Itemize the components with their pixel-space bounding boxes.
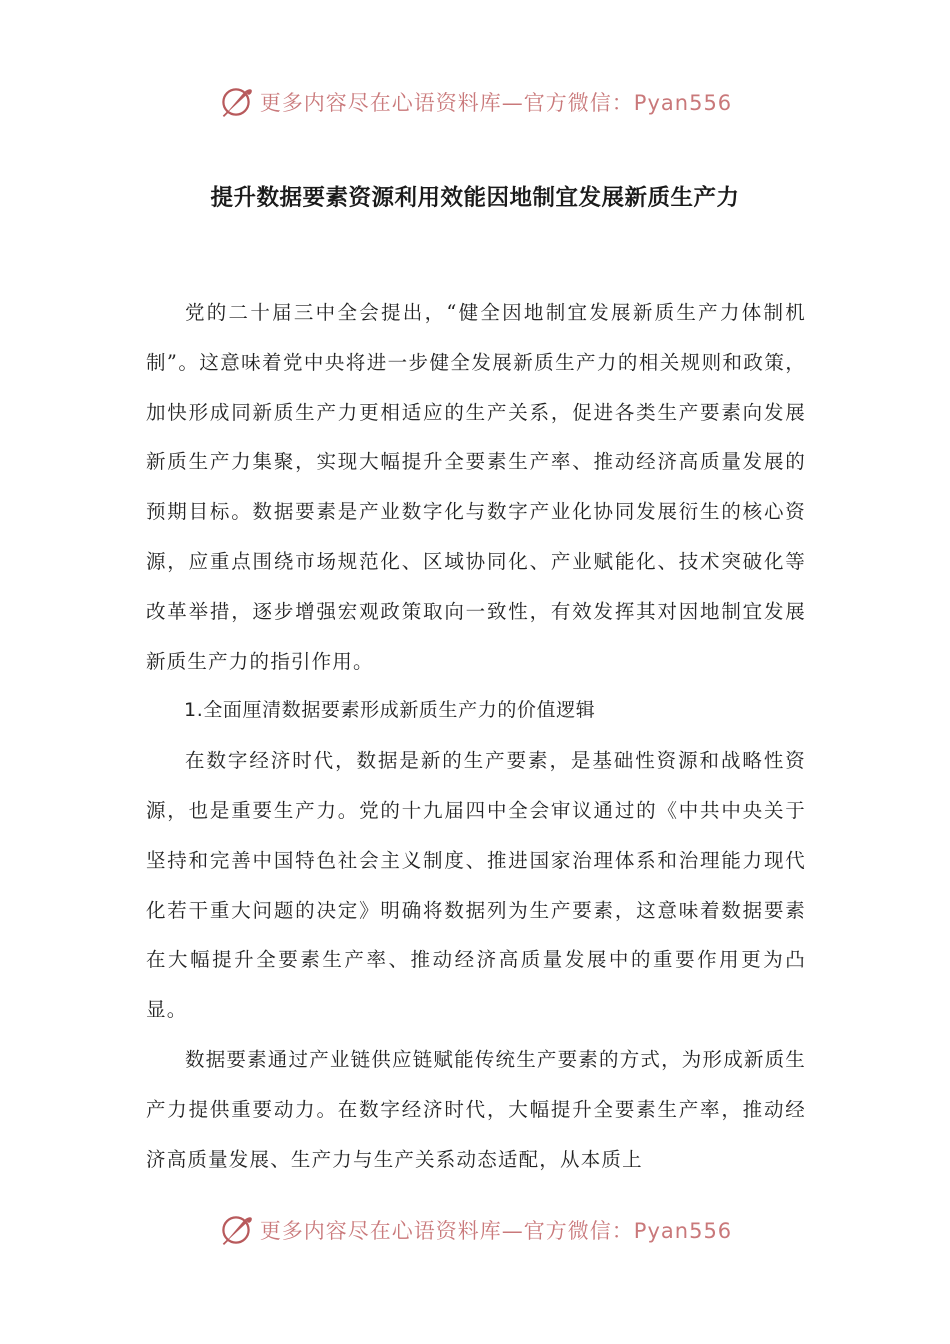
- section-heading-1: 1.全面厘清数据要素形成新质生产力的价值逻辑: [184, 699, 596, 722]
- document-title: 提升数据要素资源利用效能因地制宜发展新质生产力: [210, 185, 740, 211]
- paragraph-data-era: 在数字经济时代，数据是新的生产要素，是基础性资源和战略性资源，也是重要生产力。党的十九届四中全会审议通过的《中共中央关于坚持和完善中国特色社会主义制度、推进国家治理体系和治理能力现代化若干重大问题的决定》明确将数据列为生产要素，这意味着数据要素在大幅提升全要素生产率、推动经济高质量发展中的重要作用更为凸显。: [146, 749, 806, 1022]
- header-banner-text: 更多内容尽在心语资料库—官方微信：Pyan556: [259, 91, 733, 115]
- footer-watermark-banner: [0, 1208, 950, 1252]
- quill-pen-logo-icon: [218, 1212, 254, 1248]
- paragraph-data-chain: 数据要素通过产业链供应链赋能传统生产要素的方式，为形成新质生产力提供重要动力。在数字经济时代，大幅提升全要素生产率，推动经济高质量发展、生产力与生产关系动态适配，从本质上: [146, 1047, 807, 1171]
- document-body: [146, 288, 806, 1184]
- paragraph-intro: 党的二十届三中全会提出，“健全因地制宜发展新质生产力体制机制”。这意味着党中央将进一步健全发展新质生产力的相关规则和政策，加快形成同新质生产力更相适应的生产关系，促进各类生产要素向发展新质生产力集聚，实现大幅提升全要素生产率、推动经济高质量发展的预期目标。数据要素是产业数字化与数字产业化协同发展衍生的核心资源，应重点围绕市场规范化、区域协同化、产业赋能化、技术突破化等改革举措，逐步增强宏观政策取向一致性，有效发挥其对因地制宜发展新质生产力的指引作用。: [146, 301, 806, 673]
- header-watermark-banner: [0, 80, 950, 124]
- quill-pen-logo-icon: [218, 84, 254, 120]
- footer-banner-text: 更多内容尽在心语资料库—官方微信：Pyan556: [259, 1219, 733, 1243]
